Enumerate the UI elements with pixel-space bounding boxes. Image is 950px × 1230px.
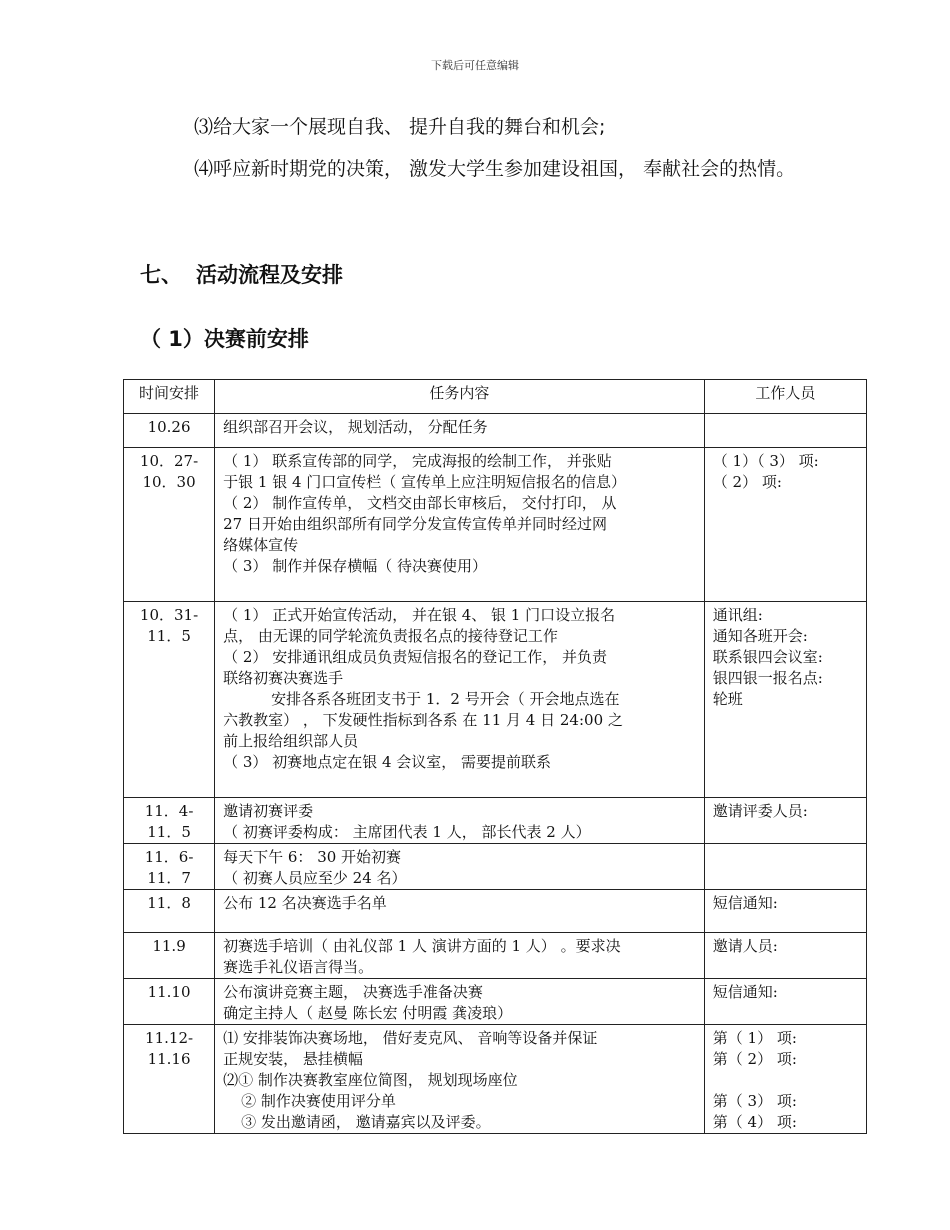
schedule-table [123, 379, 867, 1134]
task-cell [215, 844, 705, 890]
table-row [124, 844, 867, 890]
task-cell [215, 979, 705, 1025]
staff-cell [704, 1025, 866, 1134]
header-task: 任务内容 [215, 380, 705, 414]
staff-line: （ 2） 项: [712, 473, 782, 491]
task-cell [215, 798, 705, 844]
time-line: 11.12- [145, 1029, 194, 1047]
time-cell [124, 1025, 215, 1134]
staff-line: 通知各班开会: [712, 627, 808, 645]
time-line: 11．4- [144, 802, 194, 820]
task-line: （ 初赛人员应至少 24 名） [223, 869, 407, 887]
task-cell [215, 933, 705, 979]
task-line: （ 2） 安排通讯组成员负责短信报名的登记工作， 并负责 [223, 648, 607, 666]
task-line: 于银 1 银 4 门口宣传栏（ 宣传单上应注明短信报名的信息） [223, 473, 627, 491]
time-cell [124, 890, 215, 933]
time-cell [124, 602, 215, 798]
task-line: 络媒体宣传 [223, 536, 299, 554]
task-line: 点， 由无课的同学轮流负责报名点的接待登记工作 [223, 627, 558, 645]
time-line: 11．8 [147, 894, 191, 912]
staff-line: 短信通知: [712, 983, 778, 1001]
table-row [124, 933, 867, 979]
time-cell [124, 798, 215, 844]
table-row [124, 890, 867, 933]
section-heading [140, 259, 343, 289]
task-line: ⑴ 安排装饰决赛场地， 借好麦克风、 音响等设备并保证 [223, 1029, 598, 1047]
staff-line: 银四银一报名点: [712, 669, 823, 687]
time-line: 10．31- [139, 606, 199, 624]
table-row [124, 414, 867, 448]
task-line: ⑵① 制作决赛教室座位简图， 规划现场座位 [223, 1071, 518, 1089]
time-line: 11.16 [147, 1050, 191, 1068]
table-header-row [124, 380, 867, 414]
task-line: 确定主持人（ 赵曼 陈长宏 付明霞 龚凌琅） [223, 1004, 513, 1022]
time-line: 11．5 [147, 823, 191, 841]
task-cell [215, 890, 705, 933]
time-line: 11．5 [147, 627, 191, 645]
time-cell [124, 933, 215, 979]
staff-line: 第（ 4） 项: [712, 1113, 797, 1131]
task-line: 赛选手礼仪语言得当。 [223, 958, 374, 976]
time-cell [124, 844, 215, 890]
staff-line: 第（ 2） 项: [712, 1050, 797, 1068]
task-line: 联络初赛决赛选手 [223, 669, 344, 687]
task-line: （ 1） 正式开始宣传活动， 并在银 4、 银 1 门口设立报名 [223, 606, 616, 624]
time-line: 11．7 [147, 869, 191, 887]
staff-line [713, 1070, 858, 1091]
header-staff: 工作人员 [704, 380, 866, 414]
subsection-heading: （ 1）决赛前安排 [140, 327, 309, 351]
task-line: 组织部召开会议， 规划活动， 分配任务 [223, 418, 488, 436]
task-line: 初赛选手培训（ 由礼仪部 1 人 演讲方面的 1 人） 。要求决 [223, 937, 621, 955]
staff-cell [704, 979, 866, 1025]
staff-line: 短信通知: [712, 894, 778, 912]
task-cell [215, 448, 705, 602]
staff-cell [704, 798, 866, 844]
task-line: ③ 发出邀请函， 邀请嘉宾以及评委。 [241, 1113, 491, 1131]
page-header: 下载后可任意编辑 [431, 59, 519, 72]
task-line: 前上报给组织部人员 [223, 732, 359, 750]
task-line: 正规安装， 悬挂横幅 [223, 1050, 363, 1068]
task-cell [215, 602, 705, 798]
staff-line: 第（ 3） 项: [712, 1092, 797, 1110]
task-line: （ 2） 制作宣传单， 文档交由部长审核后， 交付打印， 从 [223, 494, 617, 512]
staff-line: 轮班 [712, 690, 743, 708]
task-line: （ 初赛评委构成： 主席团代表 1 人， 部长代表 2 人） [223, 823, 591, 841]
time-line: 10．27- [139, 452, 199, 470]
section-title: 活动流程及安排 [196, 263, 343, 287]
staff-cell [704, 844, 866, 890]
time-cell [124, 979, 215, 1025]
task-line: 公布 12 名决赛选手名单 [223, 894, 387, 912]
time-cell [124, 414, 215, 448]
task-line: 27 日开始由组织部所有同学分发宣传宣传单并同时经过网 [223, 515, 607, 533]
staff-cell [704, 890, 866, 933]
task-line: （ 3） 初赛地点定在银 4 会议室， 需要提前联系 [223, 753, 552, 771]
task-line: 六教教室） ， 下发硬性指标到各系 在 11 月 4 日 24:00 之 [223, 711, 623, 729]
table-row [124, 448, 867, 602]
staff-line: 邀请评委人员: [712, 802, 808, 820]
time-cell [124, 448, 215, 602]
staff-line: 联系银四会议室: [712, 648, 823, 666]
staff-cell [704, 448, 866, 602]
task-line: 公布演讲竞赛主题， 决赛选手准备决赛 [223, 983, 483, 1001]
staff-line: 邀请人员: [712, 937, 778, 955]
time-line: 10.26 [147, 418, 191, 436]
task-line: 邀请初赛评委 [223, 802, 314, 820]
time-line: 11.9 [152, 937, 186, 955]
table-row [124, 602, 867, 798]
staff-line: （ 1）（ 3） 项: [712, 452, 819, 470]
section-number: 七、 [140, 263, 182, 287]
paragraph-point-4: ⑷呼应新时期党的决策， 激发大学生参加建设祖国， 奉献社会的热情。 [194, 158, 796, 180]
task-line: （ 1） 联系宣传部的同学， 完成海报的绘制工作， 并张贴 [223, 452, 612, 470]
time-line: 11．6- [144, 848, 194, 866]
task-line: （ 3） 制作并保存横幅（ 待决赛使用） [223, 557, 487, 575]
task-line: 每天下午 6： 30 开始初赛 [223, 848, 402, 866]
header-time: 时间安排 [124, 380, 215, 414]
staff-line: 第（ 1） 项: [712, 1029, 797, 1047]
time-line: 10．30 [142, 473, 196, 491]
task-cell [215, 1025, 705, 1134]
staff-line: 通讯组: [712, 606, 763, 624]
task-line: ② 制作决赛使用评分单 [241, 1092, 396, 1110]
staff-cell [704, 602, 866, 798]
task-line: 安排各系各班团支书于 1．2 号开会（ 开会地点选在 [271, 690, 620, 708]
task-cell [215, 414, 705, 448]
table-row [124, 979, 867, 1025]
staff-cell [704, 933, 866, 979]
table-row [124, 798, 867, 844]
paragraph-point-3: ⑶给大家一个展现自我、 提升自我的舞台和机会; [194, 116, 606, 138]
staff-cell [704, 414, 866, 448]
time-line: 11.10 [147, 983, 191, 1001]
table-row [124, 1025, 867, 1134]
